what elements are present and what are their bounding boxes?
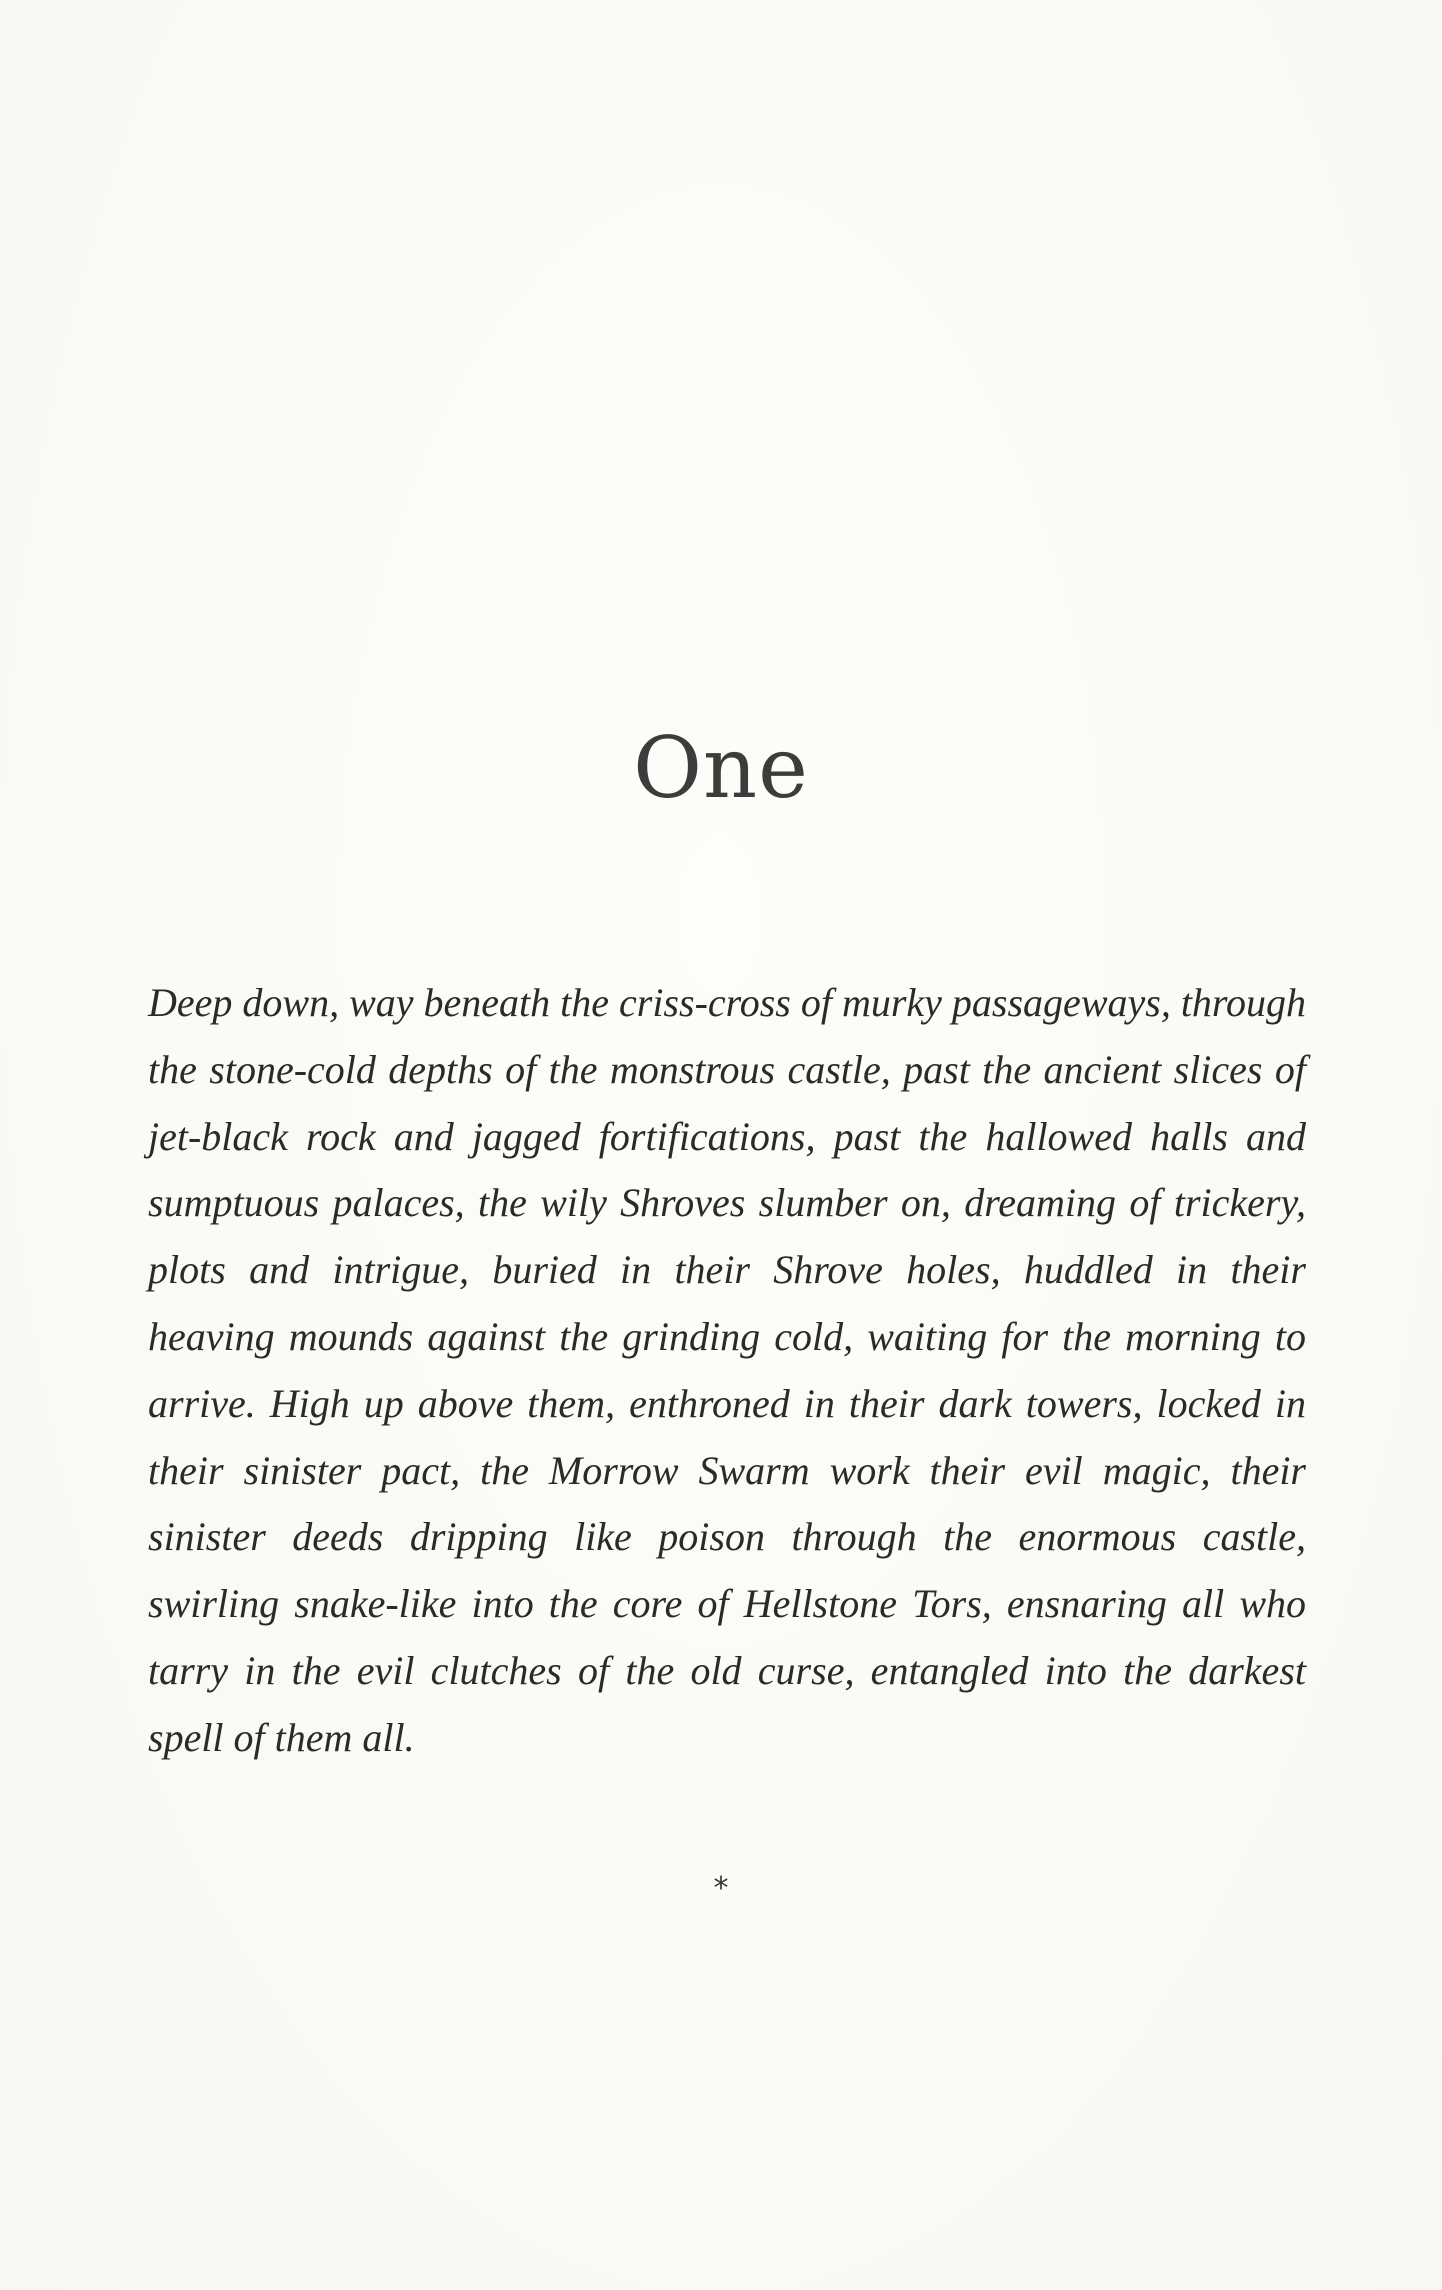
section-break-asterisk: *: [713, 1871, 729, 1906]
chapter-title: One: [633, 719, 809, 817]
chapter-opening-paragraph: Deep down, way beneath the criss-cross of murky passageways, through the stone-cold depths of the monstrous castle, past the ancient slices of jet-black rock and jagged fortifications, past the hallowed halls and sumptuous palaces, the wily Shroves slumber on, dreaming of trickery, plots and intrigue, buried in their Shrove holes, huddled in their heaving mounds against the grinding cold, waiting for the morning to arrive. High up above them, enthroned in their dark towers, locked in their sinister pact, the Morrow Swarm work their evil magic, their sinister deeds dripping like poison through the enormous castle, swirling snake-like into the core of Hellstone Tors, ensnaring all who tarry in the evil clutches of the old curse, entangled into the darkest spell of them all.: [148, 980, 1307, 1760]
